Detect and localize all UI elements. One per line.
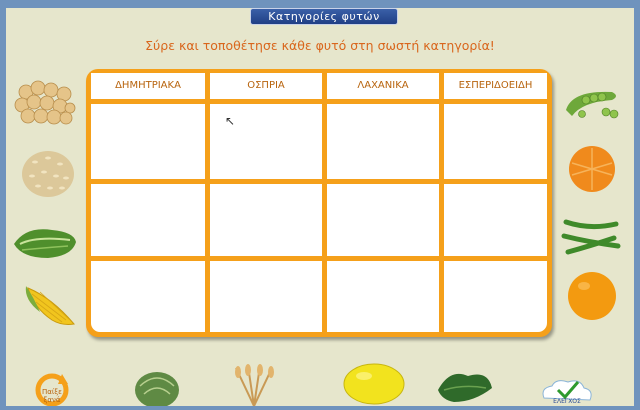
check-label: ΕΛΕΓΧΟΣ: [553, 398, 581, 405]
category-board: [86, 69, 552, 337]
corn-icon[interactable]: [22, 280, 78, 330]
header-citrus: ΕΣΠΕΡΙΔΟΕΙΔΗ: [444, 73, 547, 99]
drop-cell-r1-c1[interactable]: [91, 104, 205, 179]
drop-cell-r2-c4[interactable]: [444, 184, 547, 256]
header-vegetables: ΛΑΧΑΝΙΚΑ: [327, 73, 439, 99]
drop-cell-r3-c2[interactable]: [210, 261, 322, 332]
drop-cell-r3-c4[interactable]: [444, 261, 547, 332]
drop-cell-r1-c3[interactable]: [327, 104, 439, 179]
play-again-label: Παίξε ξανά: [42, 388, 62, 404]
mandarin-icon[interactable]: [564, 143, 620, 195]
mouse-cursor-icon: ↖: [225, 114, 236, 128]
play-again-button[interactable]: [32, 372, 72, 406]
peas-icon[interactable]: [562, 80, 624, 124]
header-cereals: ΔΗΜΗΤΡΙΑΚΑ: [91, 73, 205, 99]
chickpeas-icon[interactable]: [14, 78, 76, 128]
lettuce-icon[interactable]: [12, 222, 78, 262]
page-title: Κατηγορίες φυτών: [250, 8, 398, 25]
rice-icon[interactable]: [20, 148, 76, 198]
drop-cell-r2-c3[interactable]: [327, 184, 439, 256]
header-legumes: ΟΣΠΡΙΑ: [210, 73, 322, 99]
drop-cell-r2-c1[interactable]: [91, 184, 205, 256]
check-button[interactable]: [538, 376, 596, 406]
drop-cell-r3-c3[interactable]: [327, 261, 439, 332]
spinach-icon[interactable]: [434, 362, 494, 406]
wheat-icon[interactable]: [224, 362, 286, 406]
drop-cell-r1-c4[interactable]: [444, 104, 547, 179]
drop-cell-r3-c1[interactable]: [91, 261, 205, 332]
orange-icon[interactable]: [566, 270, 618, 322]
green-beans-icon[interactable]: [560, 212, 622, 258]
artichoke-icon[interactable]: [130, 366, 184, 406]
instruction-text: Σύρε και τοποθέτησε κάθε φυτό στη σωστή κατηγορία!: [145, 38, 495, 53]
lemon-icon[interactable]: [342, 360, 406, 406]
drop-cell-r2-c2[interactable]: [210, 184, 322, 256]
